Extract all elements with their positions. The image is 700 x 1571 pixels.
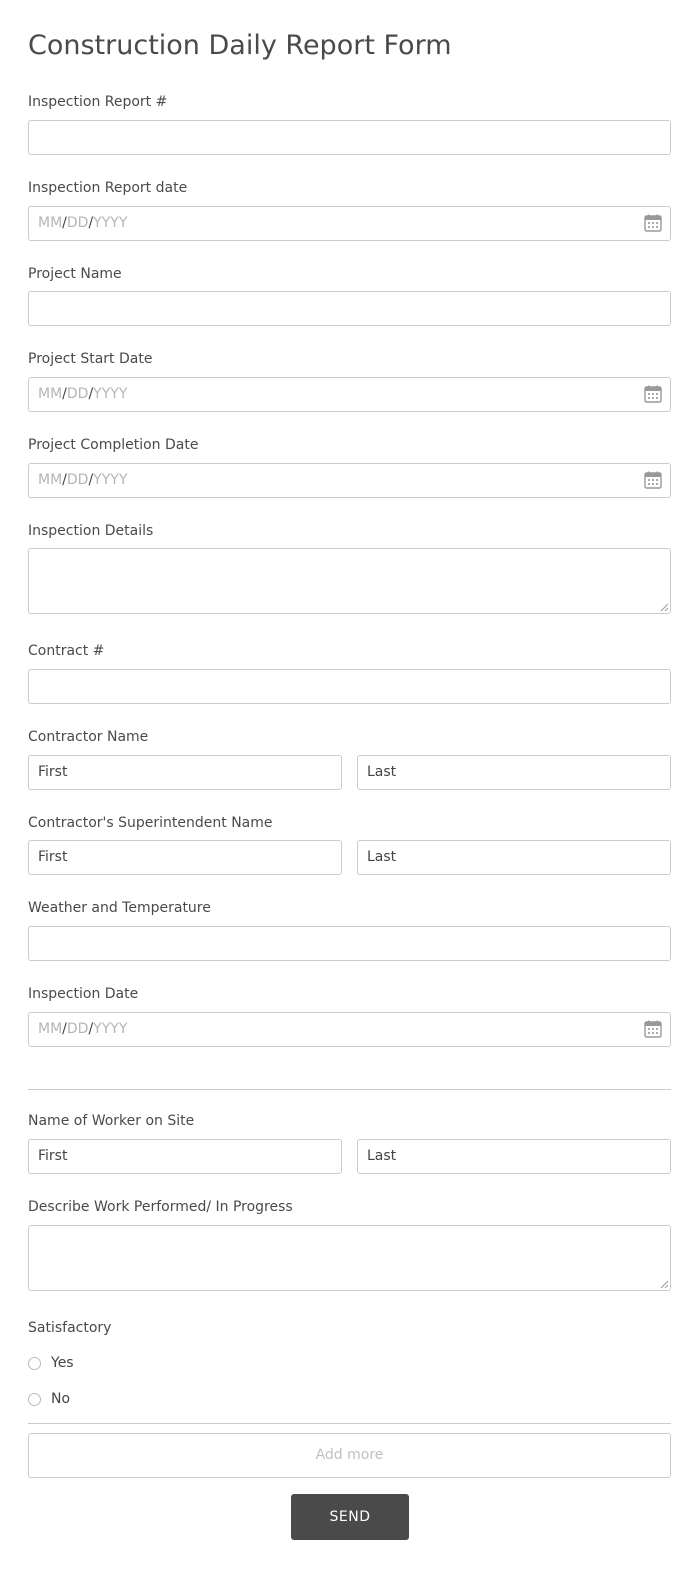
project-completion-date-label: Project Completion Date: [28, 437, 199, 453]
contractor-name-label: Contractor Name: [28, 729, 149, 745]
inspection-details-label: Inspection Details: [28, 523, 154, 539]
section-divider: [28, 1089, 671, 1090]
inspection-details-textarea[interactable]: [28, 548, 671, 614]
date-placeholder: MM/DD/YYYY: [38, 472, 128, 488]
weather-temperature-label: Weather and Temperature: [28, 900, 211, 916]
resize-handle-icon[interactable]: [660, 603, 668, 611]
calendar-icon[interactable]: [644, 214, 662, 232]
project-name-label: Project Name: [28, 266, 122, 282]
worker-name-label: Name of Worker on Site: [28, 1113, 195, 1129]
project-start-date-label: Project Start Date: [28, 351, 153, 367]
add-more-button[interactable]: Add more: [28, 1433, 671, 1478]
project-start-date-input[interactable]: [28, 377, 671, 412]
inspection-report-date-input[interactable]: [28, 206, 671, 241]
weather-temperature-input[interactable]: [28, 926, 671, 961]
send-button[interactable]: SEND: [291, 1494, 409, 1540]
calendar-icon[interactable]: [644, 385, 662, 403]
superintendent-first-name-input[interactable]: [28, 840, 342, 875]
calendar-icon[interactable]: [644, 471, 662, 489]
date-placeholder: MM/DD/YYYY: [38, 386, 128, 402]
first-placeholder: First: [38, 1148, 68, 1164]
satisfactory-label: Satisfactory: [28, 1320, 112, 1336]
contractor-first-name-input[interactable]: [28, 755, 342, 790]
satisfactory-option-no[interactable]: [28, 1390, 70, 1408]
resize-handle-icon[interactable]: [660, 1280, 668, 1288]
first-placeholder: First: [38, 849, 68, 865]
worker-last-name-input[interactable]: [357, 1139, 671, 1174]
worker-first-name-input[interactable]: [28, 1139, 342, 1174]
superintendent-last-name-input[interactable]: [357, 840, 671, 875]
radio-label-no: No: [51, 1391, 71, 1407]
calendar-icon[interactable]: [644, 1020, 662, 1038]
inspection-report-number-input[interactable]: [28, 120, 671, 155]
date-placeholder: MM/DD/YYYY: [38, 1021, 128, 1037]
last-placeholder: Last: [367, 1148, 397, 1164]
first-placeholder: First: [38, 764, 68, 780]
radio-button-no[interactable]: [28, 1393, 41, 1406]
superintendent-name-label: Contractor's Superintendent Name: [28, 815, 273, 831]
inspection-report-date-label: Inspection Report date: [28, 180, 188, 196]
form-title: Construction Daily Report Form: [28, 30, 452, 61]
inspection-date-label: Inspection Date: [28, 986, 139, 1002]
repeat-section-divider: [28, 1423, 671, 1424]
last-placeholder: Last: [367, 849, 397, 865]
radio-label-yes: Yes: [51, 1355, 74, 1371]
inspection-report-number-label: Inspection Report #: [28, 94, 168, 110]
date-placeholder: MM/DD/YYYY: [38, 215, 128, 231]
work-performed-label: Describe Work Performed/ In Progress: [28, 1199, 293, 1215]
work-performed-textarea[interactable]: [28, 1225, 671, 1291]
project-name-input[interactable]: [28, 291, 671, 326]
project-completion-date-input[interactable]: [28, 463, 671, 498]
contractor-last-name-input[interactable]: [357, 755, 671, 790]
inspection-date-input[interactable]: [28, 1012, 671, 1047]
contract-number-input[interactable]: [28, 669, 671, 704]
satisfactory-option-yes[interactable]: [28, 1354, 74, 1372]
radio-button-yes[interactable]: [28, 1357, 41, 1370]
last-placeholder: Last: [367, 764, 397, 780]
contract-number-label: Contract #: [28, 643, 105, 659]
